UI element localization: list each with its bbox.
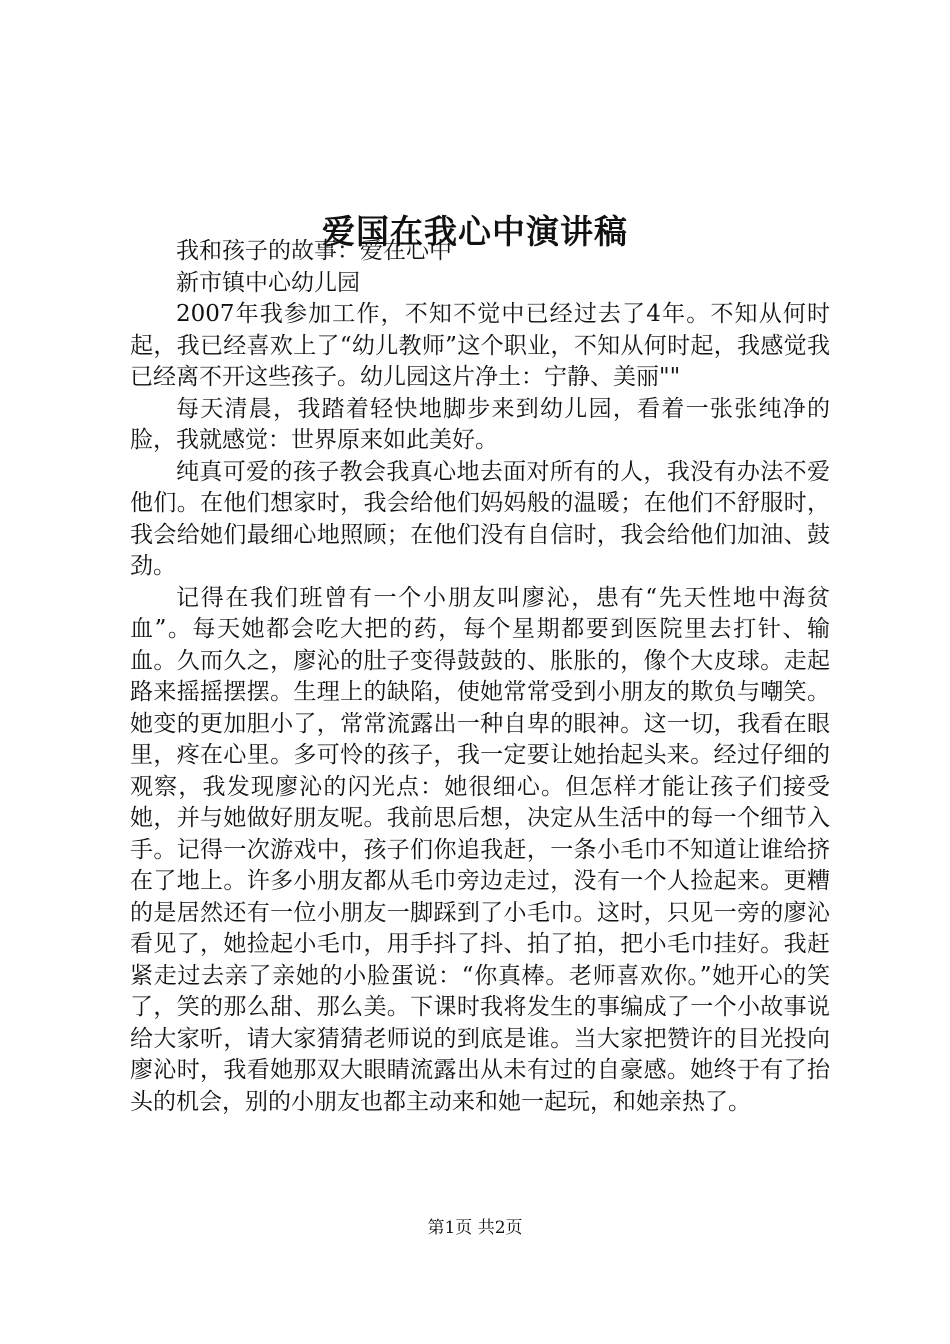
paragraph: 2007年我参加工作，不知不觉中已经过去了4年。不知从何时起，我已经喜欢上了“幼儿教师”这个职业，不知从何时起，我感觉我已经离不开这些孩子。幼儿园这片净土：宁静、美丽"" [130,301,830,390]
document-body [130,236,830,1118]
document-title: 爱国在我心中演讲稿 [322,212,628,252]
paragraph: 每天清晨，我踏着轻快地脚步来到幼儿园，看着一张张纯净的脸，我就感觉：世界原来如此美好。 [130,395,830,453]
subtitle: 我和孩子的故事：爱在心中 [176,238,452,264]
paragraph: 纯真可爱的孩子教会我真心地去面对所有的人，我没有办法不爱他们。在他们想家时，我会给他们妈妈般的温暖；在他们不舒服时，我会给她们最细心地照顾；在他们没有自信时，我会给他们加油、鼓劲。 [130,458,830,579]
author-organization: 新市镇中心幼儿园 [176,269,360,296]
paragraph: 记得在我们班曾有一个小朋友叫廖沁，患有“先天性地中海贫血”。每天她都会吃大把的药，每个星期都要到医院里去打针、输血。久而久之，廖沁的肚子变得鼓鼓的、胀胀的，像个大皮球。走起路来摇摇摆摆。生理上的缺陷，使她常常受到小朋友的欺负与嘲笑。她变的更加胆小了，常常流露出一种自卑的眼神。这一切，我看在眼里，疼在心里。多可怜的孩子，我一定要让她抬起头来。经过仔细的观察，我发现廖沁的闪光点：她很细心。但怎样才能让孩子们接受她，并与她做好朋友呢。我前思后想，决定从生活中的每一个细节入手。记得一次游戏中，孩子们你追我赶，一条小毛巾不知道让谁给挤在了地上。许多小朋友都从毛巾旁边走过，没有一个人捡起来。更糟的是居然还有一位小朋友一脚踩到了小毛巾。这时，只见一旁的廖沁看见了，她捡起小毛巾，用手抖了抖、拍了拍，把小毛巾挂好。我赶紧走过去亲了亲她的小脸蛋说：“你真棒。老师喜欢你。”她开心的笑了，笑的那么甜、那么美。下课时我将发生的事编成了一个小故事说给大家听，请大家猜猜老师说的到底是谁。当大家把赞许的目光投向廖沁时，我看她那双大眼睛流露出从未有过的自豪感。她终于有了抬头的机会，别的小朋友也都主动来和她一起玩，和她亲热了。 [130,584,830,1115]
page-number-footer: 第1页 共2页 [427,1218,523,1238]
